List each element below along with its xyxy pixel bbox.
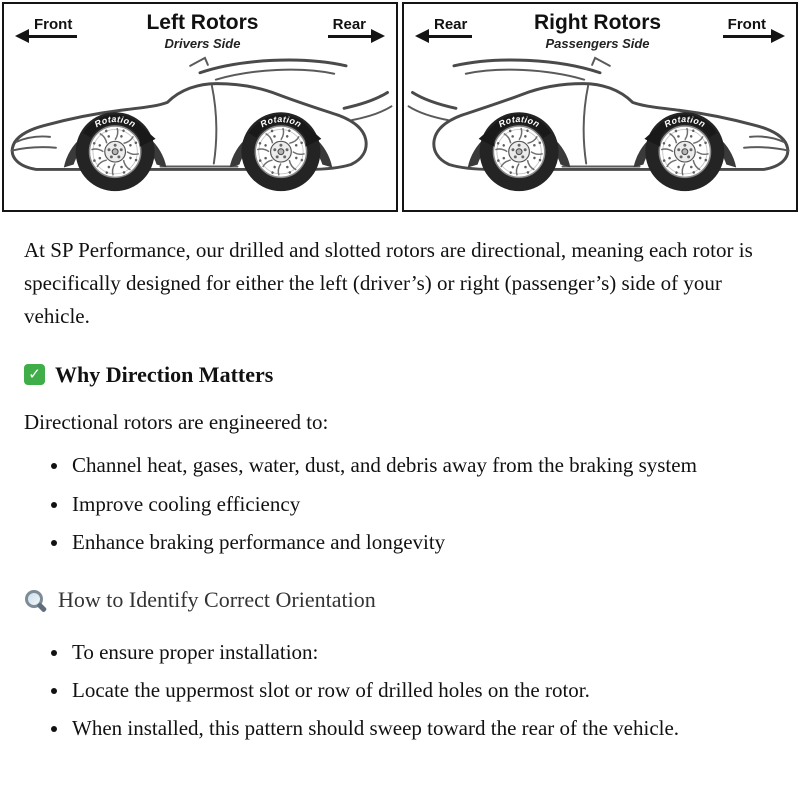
panel-right-titles (534, 12, 661, 51)
bullet-item: • To ensure proper installation: (70, 636, 776, 669)
rotation-label: Rotation (258, 114, 304, 130)
car-left-side-illustration (4, 53, 396, 203)
intro-paragraph: At SP Performance, our drilled and slotted rotors are directional, meaning each rotor is specifically designed for either the left (driver’s) or right (passenger’s) side of your vehicle. (24, 238, 753, 329)
rotation-label: Rotation (496, 114, 542, 130)
engineered-lead: Directional rotors are engineered to: (24, 410, 329, 435)
bullet-item: • Channel heat, gases, water, dust, and debris away from the braking system (70, 449, 776, 482)
magnifier-icon (24, 589, 47, 612)
bullet-item: • When installed, this pattern should sweep toward the rear of the vehicle. (70, 712, 776, 745)
car-right-side-illustration (404, 53, 796, 203)
identify-orientation-heading (24, 583, 776, 618)
panel-right-header (404, 4, 796, 51)
front-direction-arrow (29, 16, 77, 41)
mirrored-car-sketch (409, 58, 789, 170)
front-arrow-label: Front (727, 16, 766, 33)
rear-arrow-label: Rear (332, 16, 366, 33)
rotation-label: Rotation (662, 114, 708, 130)
panel-subtitle: Drivers Side (164, 36, 241, 52)
panel-left-titles (146, 12, 258, 51)
rear-direction-arrow (328, 16, 371, 41)
identify-heading-text: How to Identify Correct Orientation (58, 586, 376, 612)
rear-arrow-label: Rear (434, 16, 468, 33)
rotation-label: Rotation (92, 114, 138, 130)
panel-right-rotors (402, 2, 798, 212)
rotor-direction-diagram (0, 0, 800, 212)
panel-left-header (4, 4, 396, 51)
bullet-item: • Improve cooling efficiency (70, 488, 776, 521)
why-heading-text: Why Direction Matters (55, 361, 274, 387)
article-body (0, 212, 800, 775)
panel-title: Right Rotors (533, 11, 662, 34)
why-direction-matters-heading (24, 358, 776, 393)
benefits-list (24, 449, 776, 559)
panel-subtitle: Passengers Side (545, 36, 650, 52)
front-direction-arrow (723, 16, 771, 41)
front-arrow-label: Front (34, 16, 73, 33)
panel-title: Left Rotors (146, 11, 259, 34)
bullet-item: • Locate the uppermost slot or row of drilled holes on the rotor. (70, 674, 776, 707)
check-icon: ✓ (24, 364, 45, 385)
orientation-list (24, 636, 776, 746)
panel-left-rotors (2, 2, 398, 212)
rear-direction-arrow (429, 16, 472, 41)
bullet-item: • Enhance braking performance and longevity (70, 526, 776, 559)
